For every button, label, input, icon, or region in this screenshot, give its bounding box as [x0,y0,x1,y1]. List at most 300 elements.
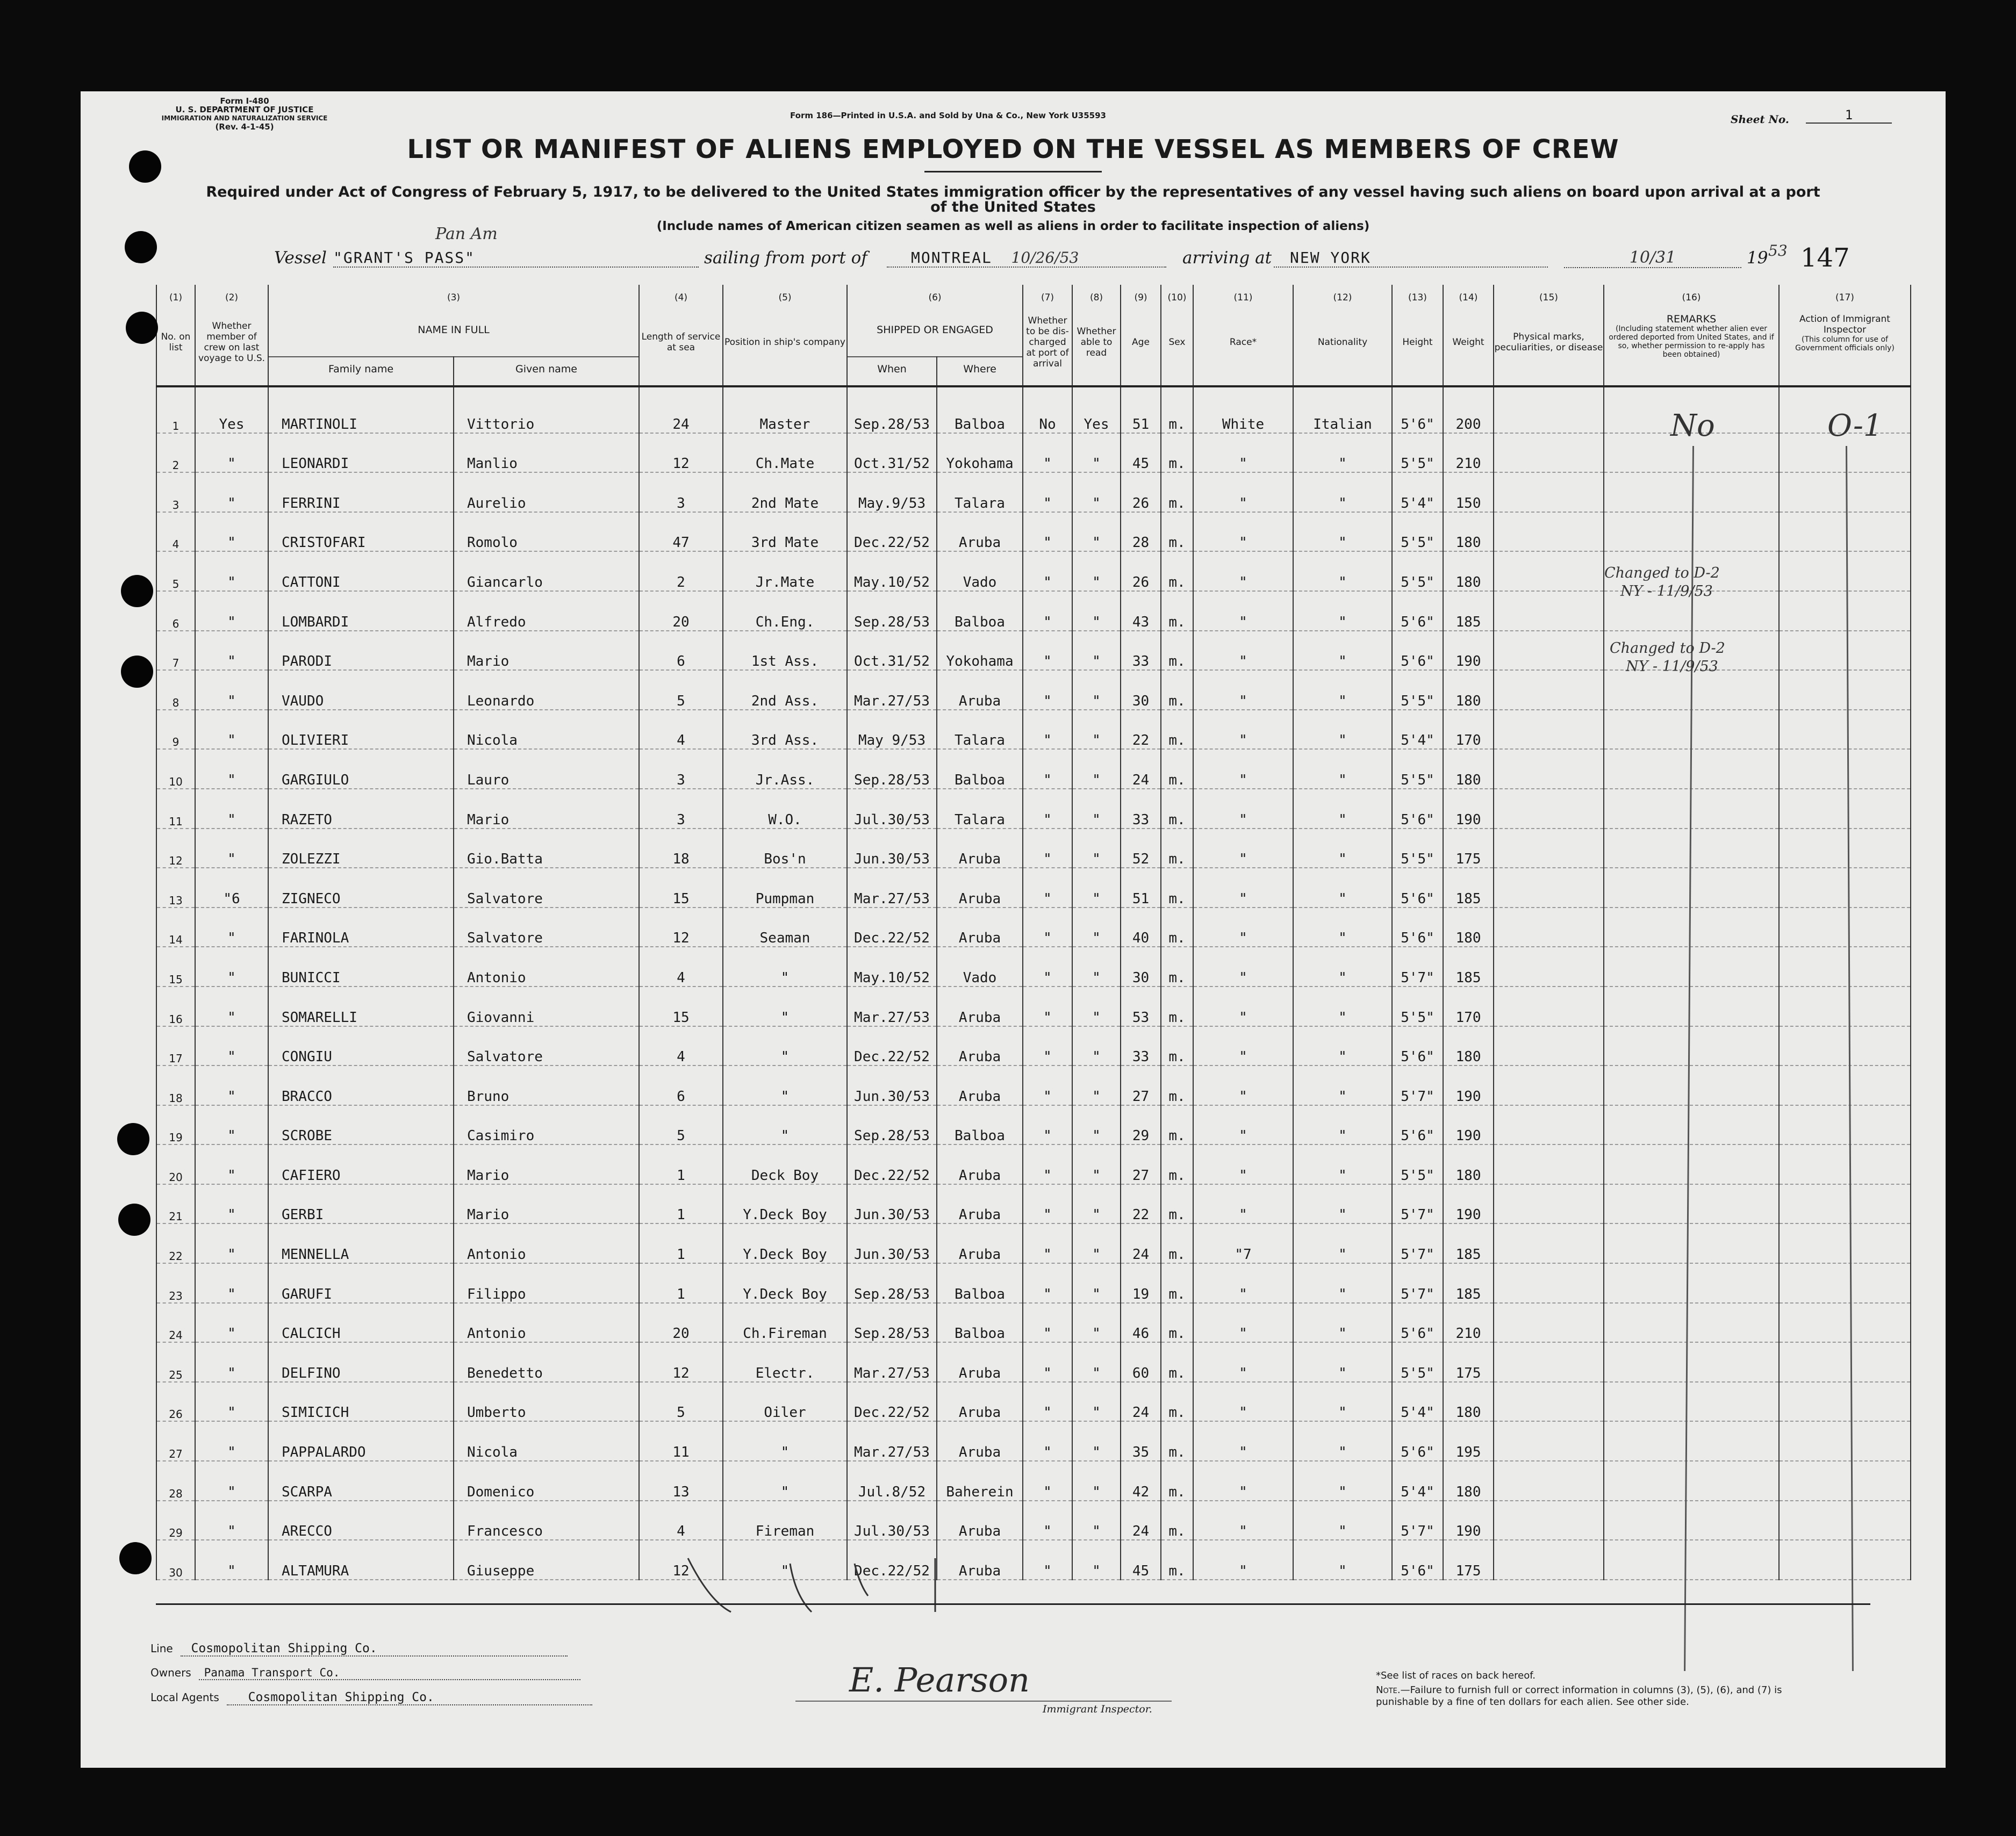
race-cell: " [1193,987,1293,1026]
race-cell: " [1193,1540,1293,1580]
shipped-where-cell: Aruba [937,1065,1023,1105]
last-voyage-cell: " [195,1303,268,1343]
shipped-where-cell: Aruba [937,1223,1023,1263]
height-cell: 5'5" [1392,1144,1443,1184]
spacer-row [156,386,1911,394]
shipped-where-cell: Yokohama [937,631,1023,671]
position-cell: 3rd Ass. [723,710,847,750]
age-cell: 46 [1121,1303,1161,1343]
table-row [156,1303,1911,1343]
physical-marks-cell [1494,829,1604,868]
age-cell: 24 [1121,1223,1161,1263]
discharged-cell: " [1023,1263,1072,1303]
row-number-cell: 11 [156,789,195,829]
weight-cell: 210 [1443,433,1494,473]
col-5-header: Position in ship's company [723,303,847,381]
last-voyage-cell: " [195,1342,268,1382]
weight-cell: 190 [1443,1184,1494,1224]
shipped-when-cell: Oct.31/52 [847,433,937,473]
given-name-cell: Romolo [454,512,639,552]
table-row [156,1342,1911,1382]
col-15-header: Physical marks, peculiarities, or disease [1494,303,1604,381]
table-row [156,749,1911,789]
shipped-when-cell: Dec.22/52 [847,1026,937,1066]
last-voyage-cell: " [195,512,268,552]
signature-line [795,1701,1172,1702]
sex-cell: m. [1161,1263,1193,1303]
physical-marks-cell [1494,433,1604,473]
able-to-read-cell: " [1072,433,1121,473]
given-name-cell: Salvatore [454,1026,639,1066]
shipped-when-cell: Mar.27/53 [847,670,937,710]
sex-cell: m. [1161,512,1193,552]
able-to-read-cell: " [1072,1540,1121,1580]
year-prefix: 19 [1747,248,1768,268]
age-cell: 45 [1121,1540,1161,1580]
shipped-when-cell: Sep.28/53 [847,1105,937,1145]
col-1-number: (1) [156,285,195,303]
table-row [156,1026,1911,1066]
column-number-row [156,285,1911,303]
family-name-cell: RAZETO [268,789,454,829]
height-cell: 5'5" [1392,987,1443,1026]
shipped-when-cell: Mar.27/53 [847,1421,937,1461]
shipped-where-cell: Aruba [937,987,1023,1026]
shipped-where-cell: Aruba [937,670,1023,710]
inspector-action-cell [1779,1342,1911,1382]
row-number-cell: 27 [156,1421,195,1461]
row-number-cell: 1 [156,394,195,433]
height-cell: 5'5" [1392,749,1443,789]
height-cell: 5'7" [1392,1065,1443,1105]
age-cell: 30 [1121,670,1161,710]
height-cell: 5'6" [1392,1026,1443,1066]
remarks-label: REMARKS [1666,313,1717,325]
position-cell: " [723,947,847,987]
age-cell: 26 [1121,551,1161,591]
service-length-cell: 3 [639,472,723,512]
given-name-cell: Nicola [454,1421,639,1461]
physical-marks-cell [1494,1184,1604,1224]
sex-cell: m. [1161,394,1193,433]
col-9-header: Age [1121,303,1161,381]
col-16-number: (16) [1604,285,1779,303]
discharged-cell: " [1023,1303,1072,1343]
sheet-number: 1 [1806,107,1892,124]
age-cell: 43 [1121,591,1161,631]
shipped-when-cell: May.9/53 [847,472,937,512]
remarks-cell [1604,829,1779,868]
race-cell: " [1193,433,1293,473]
physical-marks-cell [1494,1501,1604,1540]
row-number-cell: 5 [156,551,195,591]
row-number-cell: 4 [156,512,195,552]
height-cell: 5'4" [1392,710,1443,750]
nationality-cell: " [1293,789,1392,829]
weight-cell: 170 [1443,987,1494,1026]
discharged-cell: " [1023,1105,1072,1145]
row-number-cell: 24 [156,1303,195,1343]
weight-cell: 180 [1443,1026,1494,1066]
physical-marks-cell [1494,670,1604,710]
service-length-cell: 24 [639,394,723,433]
nationality-cell: " [1293,433,1392,473]
position-cell: Master [723,394,847,433]
shipped-when-cell: Dec.22/52 [847,1382,937,1422]
race-cell: " [1193,1303,1293,1343]
remarks-cell [1604,1540,1779,1580]
service-length-cell: 5 [639,1382,723,1422]
table-row [156,829,1911,868]
position-cell: Y.Deck Boy [723,1184,847,1224]
action-sublabel: (This column for use of Government officials only) [1795,335,1895,352]
inspector-label: Immigrant Inspector. [1043,1703,1152,1715]
inspector-action-cell [1779,1540,1911,1580]
inspector-action-cell [1779,472,1911,512]
given-name-cell: Mario [454,1184,639,1224]
given-name-cell: Salvatore [454,908,639,947]
header-end-rule [156,381,1911,386]
given-name-cell: Mario [454,631,639,671]
shipped-where-cell: Balboa [937,394,1023,433]
discharged-cell: " [1023,670,1072,710]
discharged-cell: " [1023,829,1072,868]
height-cell: 5'6" [1392,868,1443,908]
binder-hole [125,231,157,263]
inspector-action-cell [1779,1026,1911,1066]
remarks-cell [1604,1263,1779,1303]
row-number-cell: 7 [156,631,195,671]
nationality-cell: " [1293,1382,1392,1422]
sex-cell: m. [1161,433,1193,473]
shipped-where-cell: Yokohama [937,433,1023,473]
last-voyage-cell: " [195,1382,268,1422]
remark-row-5-line-1: Changed to D-2 [1604,565,1720,581]
remarks-cell [1604,1223,1779,1263]
line-label: Line [150,1642,173,1655]
remarks-cell [1604,1342,1779,1382]
race-cell: " [1193,868,1293,908]
row-number-cell: 13 [156,868,195,908]
shipped-where-cell: Talara [937,472,1023,512]
weight-cell: 180 [1443,749,1494,789]
sex-cell: m. [1161,749,1193,789]
nationality-cell: " [1293,551,1392,591]
service-length-cell: 5 [639,1105,723,1145]
race-cell: " [1193,710,1293,750]
col-2-header: Whether member of crew on last voyage to U.S. [195,303,268,381]
sex-cell: m. [1161,1184,1193,1224]
shipped-where-cell: Aruba [937,512,1023,552]
given-name-cell: Antonio [454,1223,639,1263]
given-name-cell: Manlio [454,433,639,473]
shipped-when-cell: Jun.30/53 [847,829,937,868]
printer-line: Form 186—Printed in U.S.A. and Sold by Una & Co., New York U35593 [790,111,1106,120]
given-name-cell: Mario [454,1144,639,1184]
able-to-read-cell: " [1072,551,1121,591]
remarks-cell [1604,868,1779,908]
col-14-header: Weight [1443,303,1494,381]
table-row [156,1105,1911,1145]
inspector-signature: E. Pearson [849,1660,1030,1700]
nationality-cell: " [1293,749,1392,789]
service-name: IMMIGRATION AND NATURALIZATION SERVICE [161,114,328,122]
physical-marks-cell [1494,710,1604,750]
physical-marks-cell [1494,631,1604,671]
sex-cell: m. [1161,1144,1193,1184]
last-voyage-cell: " [195,1421,268,1461]
service-length-cell: 4 [639,947,723,987]
binder-hole [129,150,161,183]
family-name-cell: OLIVIERI [268,710,454,750]
age-cell: 51 [1121,868,1161,908]
last-voyage-cell: " [195,829,268,868]
family-name-cell: CALCICH [268,1303,454,1343]
nationality-cell: " [1293,591,1392,631]
year-suffix: 53 [1768,242,1788,260]
col-16-header [1604,303,1779,381]
weight-cell: 185 [1443,947,1494,987]
sex-cell: m. [1161,710,1193,750]
able-to-read-cell: " [1072,1303,1121,1343]
race-cell: "7 [1193,1223,1293,1263]
race-cell: " [1193,512,1293,552]
discharged-cell: " [1023,433,1072,473]
col-1-header: No. on list [156,303,195,381]
height-cell: 5'4" [1392,1461,1443,1501]
last-voyage-cell: " [195,1065,268,1105]
sex-cell: m. [1161,670,1193,710]
where-header: Where [937,357,1023,381]
table-row [156,908,1911,947]
race-cell: " [1193,1501,1293,1540]
sex-cell: m. [1161,1065,1193,1105]
position-cell: Oiler [723,1382,847,1422]
discharged-cell: " [1023,947,1072,987]
sex-cell: m. [1161,829,1193,868]
shipped-when-cell: Jun.30/53 [847,1223,937,1263]
form-identification [150,97,339,131]
col-4-number: (4) [639,285,723,303]
family-name-cell: ZOLEZZI [268,829,454,868]
shipped-when-cell: Jun.30/53 [847,1065,937,1105]
remarks-cell [1604,1026,1779,1066]
given-name-cell: Mario [454,789,639,829]
row-number-cell: 6 [156,591,195,631]
age-cell: 22 [1121,1184,1161,1224]
discharged-cell: " [1023,710,1072,750]
family-name-cell: SOMARELLI [268,987,454,1026]
height-cell: 5'7" [1392,1501,1443,1540]
physical-marks-cell [1494,394,1604,433]
height-cell: 5'6" [1392,908,1443,947]
discharged-cell: " [1023,1540,1072,1580]
position-cell: 1st Ass. [723,631,847,671]
remark-row-5 [1604,564,1720,601]
position-cell: Jr.Ass. [723,749,847,789]
nationality-cell: " [1293,1144,1392,1184]
remarks-cell [1604,1105,1779,1145]
fine-note [1376,1684,1790,1708]
position-cell: " [723,1421,847,1461]
physical-marks-cell [1494,908,1604,947]
age-cell: 45 [1121,433,1161,473]
physical-marks-cell [1494,1540,1604,1580]
service-length-cell: 4 [639,710,723,750]
inspector-action-cell [1779,1303,1911,1343]
weight-cell: 185 [1443,1263,1494,1303]
physical-marks-cell [1494,1382,1604,1422]
sex-cell: m. [1161,1026,1193,1066]
sailing-port: MONTREAL [911,249,992,267]
col-5-number: (5) [723,285,847,303]
agents-value: Cosmopolitan Shipping Co. [227,1690,592,1705]
age-cell: 28 [1121,512,1161,552]
agents-label: Local Agents [150,1691,219,1704]
able-to-read-cell: " [1072,1263,1121,1303]
race-cell: " [1193,1144,1293,1184]
able-to-read-cell: " [1072,512,1121,552]
height-cell: 5'6" [1392,591,1443,631]
able-to-read-cell: " [1072,1421,1121,1461]
race-cell: " [1193,472,1293,512]
inspector-action-cell [1779,1105,1911,1145]
table-row [156,710,1911,750]
row-number-cell: 9 [156,710,195,750]
given-name-cell: Umberto [454,1382,639,1422]
age-cell: 30 [1121,947,1161,987]
sex-cell: m. [1161,1421,1193,1461]
discharged-cell: " [1023,1184,1072,1224]
last-voyage-cell: " [195,551,268,591]
line-value: Cosmopolitan Shipping Co. [181,1641,568,1657]
age-cell: 60 [1121,1342,1161,1382]
weight-cell: 175 [1443,1540,1494,1580]
sailing-date: 10/26/53 [1011,249,1079,267]
family-name-cell: ARECCO [268,1501,454,1540]
remarks-cell [1604,1382,1779,1422]
age-cell: 24 [1121,1501,1161,1540]
height-cell: 5'6" [1392,1303,1443,1343]
sex-cell: m. [1161,947,1193,987]
age-cell: 52 [1121,829,1161,868]
family-name-cell: LOMBARDI [268,591,454,631]
service-length-cell: 12 [639,1342,723,1382]
shipped-where-cell: Aruba [937,829,1023,868]
nationality-cell: " [1293,1223,1392,1263]
shipped-where-cell: Aruba [937,1382,1023,1422]
action-handwritten-top: O-1 [1827,408,1883,443]
service-length-cell: 1 [639,1223,723,1263]
position-cell: 2nd Ass. [723,670,847,710]
physical-marks-cell [1494,1263,1604,1303]
form-revision: (Rev. 4-1-45) [215,122,274,132]
height-cell: 5'6" [1392,631,1443,671]
shipped-when-cell: Sep.28/53 [847,1303,937,1343]
row-number-cell: 30 [156,1540,195,1580]
nationality-cell: " [1293,908,1392,947]
physical-marks-cell [1494,947,1604,987]
sex-cell: m. [1161,1105,1193,1145]
inspector-action-cell [1779,1184,1911,1224]
sex-cell: m. [1161,631,1193,671]
col-9-number: (9) [1121,285,1161,303]
subnote: (Include names of American citizen seamen as well as aliens in order to facilitate inspection of aliens) [656,219,1370,233]
sex-cell: m. [1161,1303,1193,1343]
weight-cell: 190 [1443,1105,1494,1145]
remarks-cell [1604,1303,1779,1343]
col-8-header: Whether able to read [1072,303,1121,381]
weight-cell: 185 [1443,591,1494,631]
form-number: Form I-480 [220,96,269,106]
row-number-cell: 25 [156,1342,195,1382]
able-to-read-cell: " [1072,1342,1121,1382]
position-cell: 3rd Mate [723,512,847,552]
inspector-action-cell [1779,1223,1911,1263]
given-name-cell: Domenico [454,1461,639,1501]
shipped-where-cell: Balboa [937,591,1023,631]
physical-marks-cell [1494,512,1604,552]
able-to-read-cell: " [1072,829,1121,868]
shipped-where-cell: Aruba [937,1501,1023,1540]
owners-row [150,1666,580,1680]
department: U. S. DEPARTMENT OF JUSTICE [175,105,314,114]
table-row [156,670,1911,710]
service-length-cell: 12 [639,908,723,947]
col-17-number: (17) [1779,285,1911,303]
family-name-cell: GERBI [268,1184,454,1224]
remarks-cell [1604,947,1779,987]
nationality-cell: " [1293,512,1392,552]
row-number-cell: 18 [156,1065,195,1105]
inspector-action-cell [1779,947,1911,987]
shipped-when-cell: Mar.27/53 [847,987,937,1026]
physical-marks-cell [1494,1144,1604,1184]
position-cell: " [723,1105,847,1145]
weight-cell: 200 [1443,394,1494,433]
family-name-cell: ALTAMURA [268,1540,454,1580]
agents-row [150,1690,592,1705]
shipped-where-cell: Aruba [937,1421,1023,1461]
last-voyage-cell: " [195,1144,268,1184]
sex-cell: m. [1161,789,1193,829]
col-13-number: (13) [1392,285,1443,303]
last-voyage-cell: " [195,1223,268,1263]
remarks-cell [1604,1144,1779,1184]
row-number-cell: 12 [156,829,195,868]
weight-cell: 180 [1443,1461,1494,1501]
row-number-cell: 26 [156,1382,195,1422]
arrival-date: 10/31 [1564,248,1741,268]
row-number-cell: 23 [156,1263,195,1303]
last-voyage-cell: Yes [195,394,268,433]
table-row [156,789,1911,829]
race-cell: White [1193,394,1293,433]
given-name-cell: Antonio [454,1303,639,1343]
row-number-cell: 19 [156,1105,195,1145]
row-number-cell: 16 [156,987,195,1026]
shipped-where-cell: Aruba [937,908,1023,947]
sex-cell: m. [1161,551,1193,591]
family-name-cell: FARINOLA [268,908,454,947]
race-cell: " [1193,789,1293,829]
service-length-cell: 6 [639,1065,723,1105]
vessel-annotation: Pan Am [435,225,498,243]
height-cell: 5'5" [1392,433,1443,473]
position-cell: Y.Deck Boy [723,1223,847,1263]
inspector-action-cell [1779,512,1911,552]
age-cell: 33 [1121,1026,1161,1066]
